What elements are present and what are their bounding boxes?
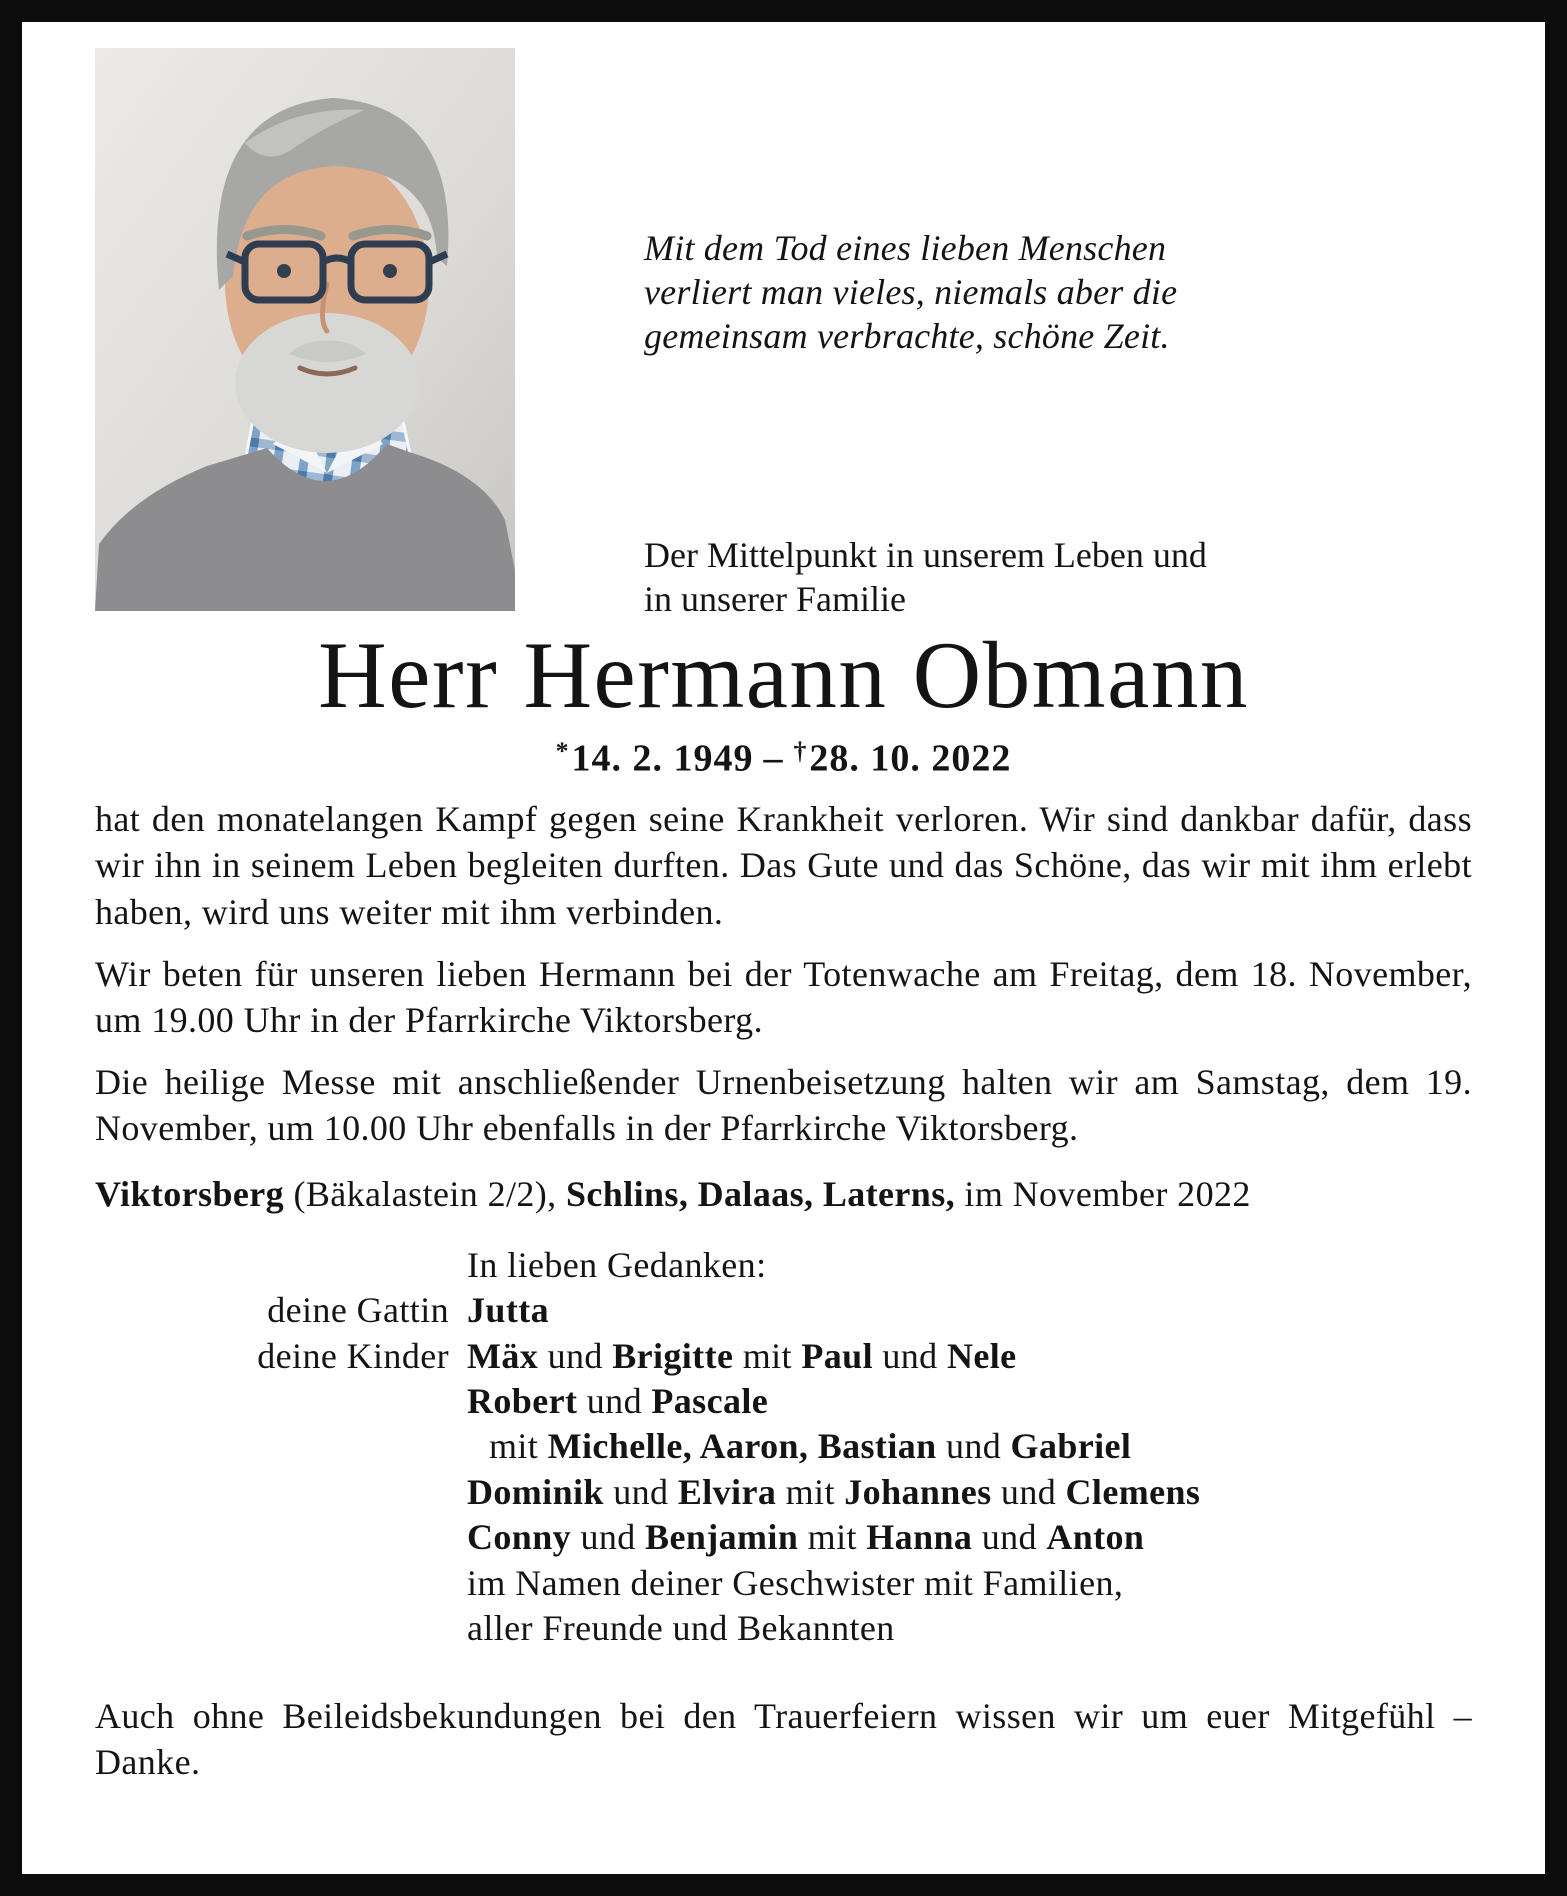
gedanken-row-kinder-2: Robert und Pascale (467, 1381, 769, 1422)
deceased-name: Herr Hermann Obmann (318, 622, 1249, 728)
gedanken-row-kinder-1: Mäx und Brigitte mit Paul und Nele (467, 1335, 1017, 1376)
gedanken-row-gattin: Jutta (467, 1290, 549, 1331)
birth-symbol: * (555, 735, 570, 765)
intro-line-2: in unserer Familie (644, 578, 906, 619)
obituary-paragraph-2: Wir beten für unseren lieben Hermann bei der Totenwache am Freitag, dem 18. November, um 19.00 Uhr in der Pfarrkirche Viktorsberg. (95, 953, 1472, 1040)
intro-text (644, 534, 1207, 622)
death-symbol: † (793, 735, 808, 765)
gedanken-row-geschwister: im Namen deiner Geschwister mit Familien, (467, 1562, 1124, 1603)
quote-line-1: Mit dem Tod eines lieben Menschen (644, 228, 1167, 268)
relation-label-empty (95, 1515, 467, 1560)
gedanken-row-kinder-4: Dominik und Elvira mit Johannes und Clemens (467, 1471, 1201, 1512)
relation-label-empty (95, 1606, 467, 1651)
relation-label-empty (95, 1424, 467, 1469)
relation-label-empty (95, 1561, 467, 1606)
relation-label-empty (95, 1379, 467, 1424)
condolence-list (95, 1243, 1472, 1651)
birth-date: 14. 2. 1949 (571, 737, 754, 780)
intro-line-1: Der Mittelpunkt in unserem Leben und (644, 535, 1207, 575)
relation-label-empty (95, 1470, 467, 1515)
obituary-body (22, 796, 1545, 1785)
header-section (22, 22, 1545, 620)
gedanken-row-kinder-3: mit Michelle, Aaron, Bastian und Gabriel (489, 1426, 1132, 1467)
gedanken-row-kinder-5: Conny und Benjamin mit Hanna und Anton (467, 1517, 1145, 1558)
quote-line-2: verliert man vieles, niemals aber die (644, 271, 1178, 312)
portrait-illustration (95, 48, 515, 611)
gedanken-header: In lieben Gedanken: (467, 1245, 767, 1285)
closing-text: Auch ohne Beileidsbekundungen bei den Trauerfeiern wissen wir um euer Mitgefühl – Danke. (95, 1696, 1472, 1783)
relation-label-gattin: deine Gattin (267, 1290, 449, 1331)
portrait-photo (95, 48, 515, 611)
relation-label (95, 1243, 467, 1288)
obituary-paragraph-1: hat den monatelangen Kampf gegen seine Krankheit verloren. Wir sind dankbar dafür, dass wir ihn in seinem Leben begleiten durften. Das Gute und das Schöne, das wir mit ihm erlebt haben, wird uns weiter mit ihm verbinden. (95, 799, 1472, 932)
life-dates (22, 736, 1545, 781)
obituary-paragraph-3: Die heilige Messe mit anschließender Urnenbeisetzung halten wir am Samstag, dem 19. November, um 10.00 Uhr ebenfalls in der Pfarrkirche Viktorsberg. (95, 1061, 1472, 1148)
dates-separator: – (763, 737, 784, 780)
location-line: Viktorsberg (Bäkalastein 2/2), Schlins, Dalaas, Laterns, im November 2022 (95, 1173, 1251, 1214)
relation-label-kinder: deine Kinder (257, 1335, 449, 1376)
death-date: 28. 10. 2022 (809, 737, 1012, 780)
memorial-quote (644, 227, 1177, 359)
quote-line-3: gemeinsam verbrachte, schöne Zeit. (644, 315, 1170, 356)
gedanken-row-freunde: aller Freunde und Bekannten (467, 1607, 895, 1648)
